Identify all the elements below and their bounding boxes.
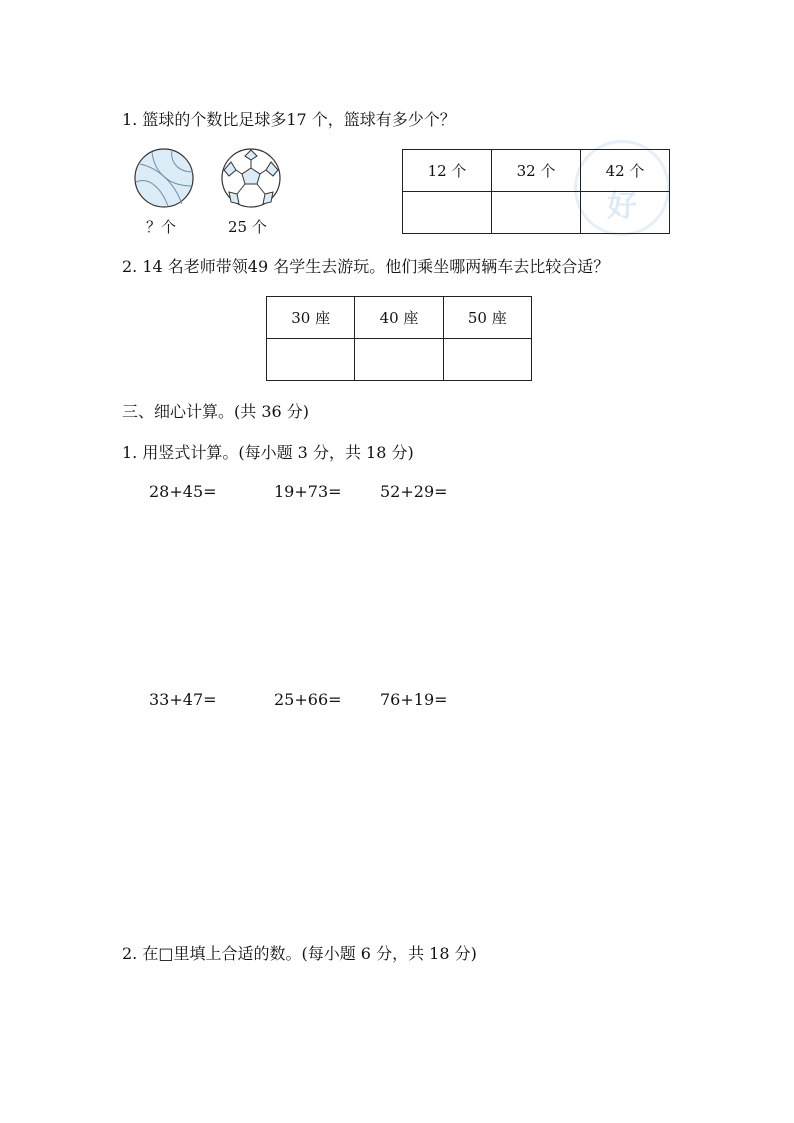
- section-3-sub-2: 2. 在□里填上合适的数。(每小题 6 分，共 18 分): [122, 944, 477, 963]
- option-cell: 32 个: [492, 150, 581, 192]
- calc-problem: 28+45=: [149, 482, 217, 501]
- answer-cell[interactable]: [581, 192, 670, 234]
- soccer-ball-caption: 25 个: [228, 218, 267, 236]
- answer-cell[interactable]: [492, 192, 581, 234]
- basketball-caption: ？个: [146, 218, 177, 236]
- basketball-icon: [132, 146, 196, 210]
- soccer-ball-icon: [219, 146, 283, 210]
- option-cell: 30 座: [267, 297, 355, 339]
- question-2-answer-table: [266, 296, 532, 381]
- option-cell: 50 座: [443, 297, 531, 339]
- question-2-text: 2. 14 名老师带领49 名学生去游玩。他们乘坐哪两辆车去比较合适？: [122, 257, 610, 276]
- answer-cell[interactable]: [443, 339, 531, 381]
- section-3-title: 三、细心计算。(共 36 分): [122, 402, 310, 421]
- section-3-sub-1: 1. 用竖式计算。(每小题 3 分，共 18 分): [122, 443, 414, 462]
- calc-problem: 76+19=: [380, 690, 448, 709]
- answer-cell[interactable]: [403, 192, 492, 234]
- option-cell: 42 个: [581, 150, 670, 192]
- question-1-answer-table: [402, 149, 670, 234]
- question-1-text: 1. 篮球的个数比足球多17 个，篮球有多少个？: [122, 110, 456, 129]
- calc-problem: 33+47=: [149, 690, 217, 709]
- option-cell: 40 座: [355, 297, 443, 339]
- calc-problem: 19+73=: [274, 482, 342, 501]
- answer-cell[interactable]: [355, 339, 443, 381]
- watermark-text: 好: [607, 189, 637, 224]
- option-cell: 12 个: [403, 150, 492, 192]
- calc-problem: 25+66=: [274, 690, 342, 709]
- answer-cell[interactable]: [267, 339, 355, 381]
- calc-problem: 52+29=: [380, 482, 448, 501]
